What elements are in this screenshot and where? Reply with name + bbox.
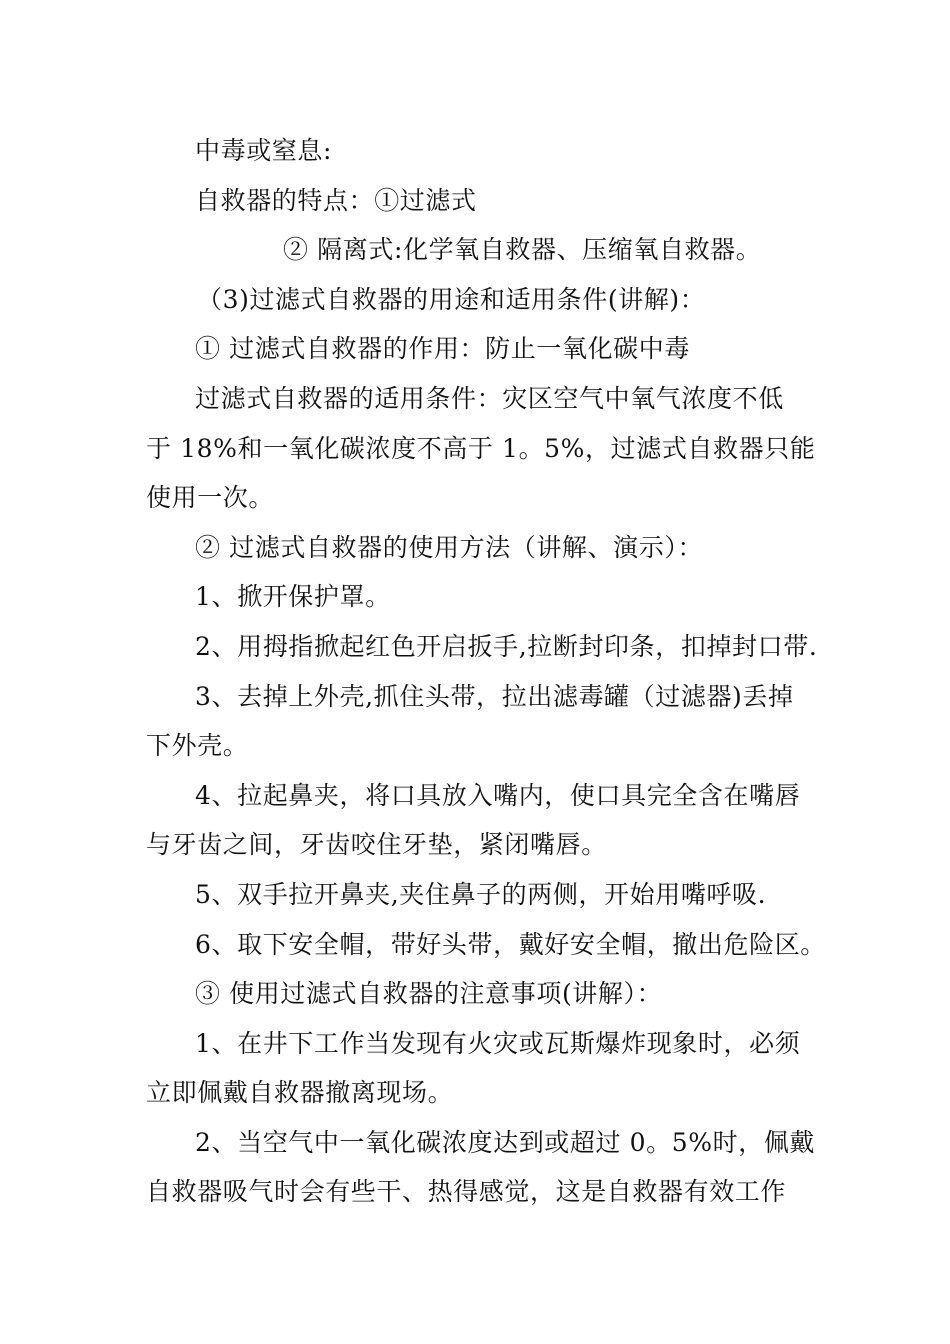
- text-line: 5、双手拉开鼻夹,夹住鼻子的两侧，开始用嘴呼吸.: [195, 879, 767, 909]
- text-line: 3、去掉上外壳,抓住头带，拉出滤毒罐（过滤器)丢掉: [195, 681, 794, 711]
- text-line: 4、拉起鼻夹，将口具放入嘴内，使口具完全含在嘴唇: [195, 780, 801, 810]
- text-line: ① 过滤式自救器的作用：防止一氧化碳中毒: [195, 334, 690, 364]
- text-line: 1、在井下工作当发现有火灾或瓦斯爆炸现象时，必须: [195, 1028, 801, 1058]
- text-line: 与牙齿之间，牙齿咬住牙垫，紧闭嘴唇。: [146, 830, 607, 860]
- text-line: 使用一次。: [146, 483, 275, 513]
- text-line: 2、用拇指掀起红色开启扳手,拉断封印条，扣掉封口带.: [195, 631, 818, 661]
- text-line: ② 过滤式自救器的使用方法（讲解、演示）：: [195, 532, 704, 562]
- text-line: 自救器的特点：①过滤式: [195, 185, 477, 215]
- document-body: [146, 126, 826, 1217]
- text-line: 1、掀开保护罩。: [195, 582, 391, 612]
- text-line: ② 隔离式:化学氧自救器、压缩氧自救器。: [283, 235, 762, 265]
- text-line: 过滤式自救器的适用条件：灾区空气中氧气浓度不低: [195, 383, 784, 413]
- text-line: 下外壳。: [146, 731, 249, 761]
- text-line: ③ 使用过滤式自救器的注意事项(讲解）：: [195, 979, 663, 1009]
- text-line: （3)过滤式自救器的用途和适用条件(讲解)：: [197, 284, 706, 314]
- text-line: 自救器吸气时会有些干、热得感觉，这是自救器有效工作: [146, 1177, 787, 1207]
- text-line: 6、取下安全帽，带好头带，戴好安全帽，撤出危险区。: [195, 929, 826, 959]
- text-line: 2、当空气中一氧化碳浓度达到或超过 0。5%时，佩戴: [195, 1127, 816, 1157]
- text-line: 中毒或窒息:: [195, 136, 333, 165]
- text-line: 于 18%和一氧化碳浓度不高于 1。5%，过滤式自救器只能: [146, 433, 816, 463]
- text-line: 立即佩戴自救器撤离现场。: [146, 1078, 454, 1108]
